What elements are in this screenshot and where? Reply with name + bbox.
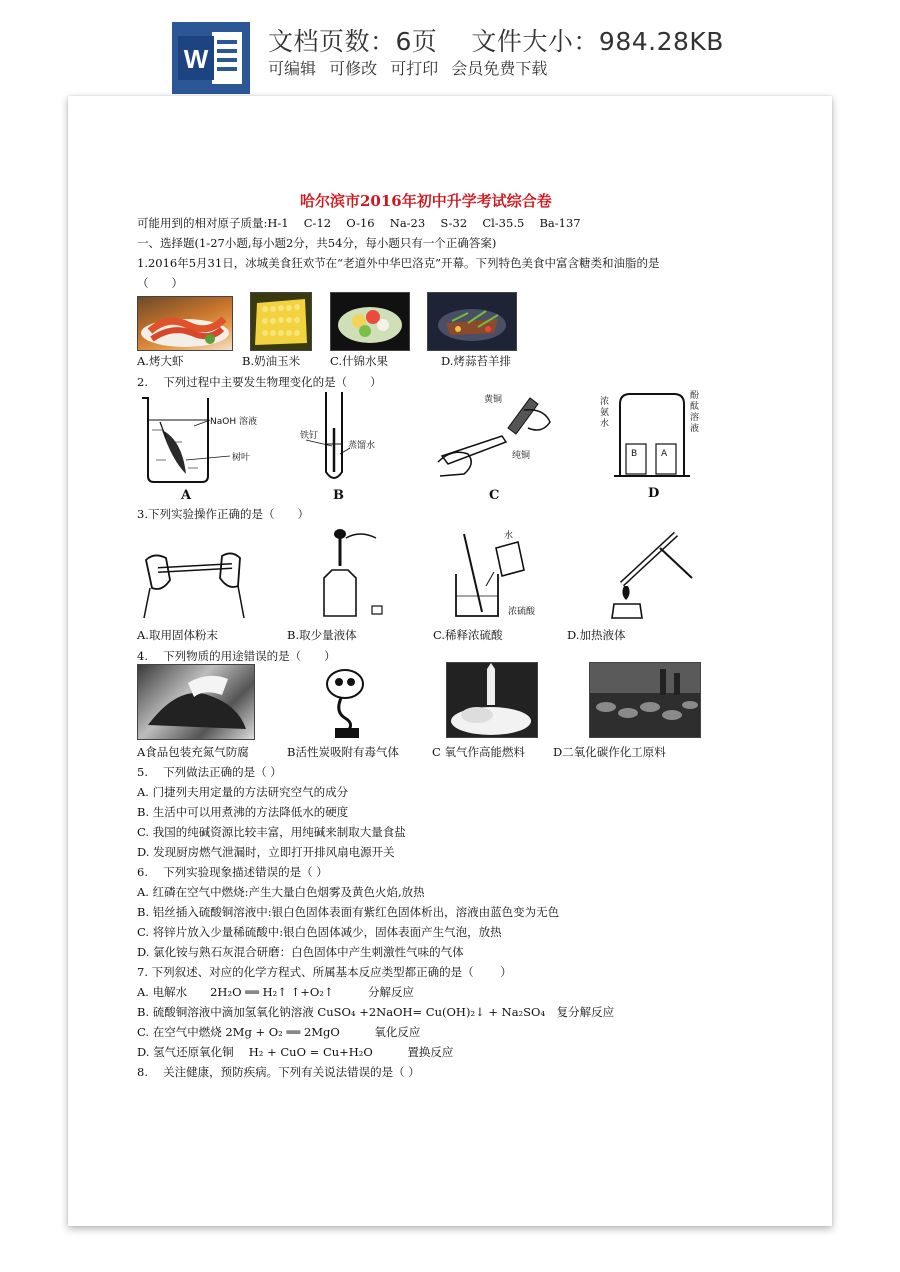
q2-figure-a-beaker <box>132 390 262 490</box>
gas-mask-image <box>305 664 375 740</box>
q5-option-b: B. 生活中可以用煮沸的方法降低水的硬度 <box>137 805 349 819</box>
svg-text:蒸馏水: 蒸馏水 <box>348 441 376 451</box>
food-packaging-image <box>137 664 255 740</box>
svg-text:浓硫酸: 浓硫酸 <box>508 607 536 617</box>
q3-figure-d-heat-liquid <box>600 526 700 622</box>
q2-stem: 2. 下列过程中主要发生物理变化的是（ ） <box>137 375 382 389</box>
q1-option-d: D.烤蒜苔羊排 <box>441 354 511 368</box>
svg-text:水: 水 <box>504 531 514 541</box>
q1-stem: 1.2016年5月31日，冰城美食狂欢节在“老道外中华巴洛克”开幕。下列特色美食中富含糖类和油脂的是 <box>137 256 660 270</box>
feature-member-download[interactable]: 会员免费下载 <box>451 59 548 78</box>
q1-option-a: A.烤大虾 <box>137 354 184 368</box>
q1-option-c: C.什锦水果 <box>330 354 389 368</box>
q3-figure-b-dropper <box>300 526 390 622</box>
q4-option-a: A食品包装充氮气防腐 <box>137 745 249 759</box>
q7-option-a: A. 电解水 2H₂O ══ H₂↑ ↑+O₂↑ 分解反应 <box>137 985 415 999</box>
q6-option-a: A. 红磷在空气中燃烧:产生大量白色烟雾及黄色火焰,放热 <box>137 885 425 899</box>
svg-text:纯铜: 纯铜 <box>512 451 531 461</box>
feature-list <box>268 56 555 79</box>
q6-option-d: D. 氯化铵与熟石灰混合研磨：白色固体中产生刺激性气味的气体 <box>137 945 464 959</box>
mixed-fruit-image <box>330 292 410 351</box>
svg-text:溶: 溶 <box>690 413 700 423</box>
file-size: 文件大小：984.28KB <box>471 27 724 56</box>
q2-letter-b: B <box>333 488 344 503</box>
q6-stem: 6. 下列实验现象描述错误的是（ ） <box>137 865 328 879</box>
feature-modifiable: 可修改 <box>329 59 378 78</box>
q7-option-c: C. 在空气中燃烧 2Mg + O₂ ══ 2MgO 氧化反应 <box>137 1025 421 1039</box>
q2-letter-c: C <box>489 488 500 503</box>
word-document-icon <box>172 22 250 94</box>
q3-option-a: A.取用固体粉末 <box>137 628 218 642</box>
q1-blank: （ ） <box>137 276 183 290</box>
svg-text:树叶: 树叶 <box>232 453 251 463</box>
svg-text:氨: 氨 <box>600 408 610 418</box>
q4-option-b: B活性炭吸附有毒气体 <box>287 745 399 759</box>
section-heading: 一、选择题(1-27小题,每小题2分，共54分，每小题只有一个正确答案) <box>137 236 497 250</box>
q7-option-d: D. 氢气还原氧化铜 H₂ + CuO = Cu+H₂O 置换反应 <box>137 1045 454 1059</box>
svg-text:B: B <box>631 449 638 459</box>
q3-option-c: C.稀释浓硫酸 <box>433 628 503 642</box>
svg-text:A: A <box>661 449 668 459</box>
download-banner <box>0 0 900 96</box>
buttered-corn-image <box>250 292 312 351</box>
svg-text:W: W <box>183 44 209 74</box>
q3-figure-c-dilute-acid <box>446 524 556 624</box>
q2-figure-b-test-tube <box>298 388 388 488</box>
svg-text:水: 水 <box>600 419 610 429</box>
q5-stem: 5. 下列做法正确的是（ ） <box>137 765 282 779</box>
chemical-plant-image <box>589 662 701 738</box>
rocket-launch-image <box>446 662 538 738</box>
q7-stem: 7. 下列叙述、对应的化学方程式、所属基本反应类型都正确的是（ ） <box>137 965 512 979</box>
q3-stem: 3.下列实验操作正确的是（ ） <box>137 507 309 521</box>
svg-text:液: 液 <box>690 424 700 434</box>
q4-option-c: C 氧气作高能燃料 <box>432 745 525 759</box>
q2-figure-d-bell-jar <box>594 388 714 484</box>
q7-option-b: B. 硫酸铜溶液中滴加氢氧化钠溶液 CuSO₄ +2NaOH= Cu(OH)₂↓ + Na₂SO₄ 复分解反应 <box>137 1005 615 1019</box>
page-count: 文档页数：6页 <box>268 27 438 56</box>
svg-text:NaOH 溶液: NaOH 溶液 <box>210 417 257 427</box>
q8-stem: 8. 关注健康，预防疾病。下列有关说法错误的是（ ） <box>137 1065 420 1079</box>
q4-option-d: D二氧化碳作化工原料 <box>553 745 666 759</box>
q5-option-a: A. 门捷列夫用定量的方法研究空气的成分 <box>137 785 349 799</box>
q5-option-d: D. 发现厨房燃气泄漏时，立即打开排风扇电源开关 <box>137 845 395 859</box>
q2-figure-c-metal-scratch <box>432 388 562 488</box>
file-info <box>268 22 724 58</box>
q2-letter-a: A <box>181 488 192 503</box>
svg-text:浓: 浓 <box>600 397 610 407</box>
q3-figure-a-powder <box>140 530 250 622</box>
q1-option-b: B.奶油玉米 <box>242 354 301 368</box>
q6-option-c: C. 将锌片放入少量稀硫酸中:银白色固体减少，固体表面产生气泡，放热 <box>137 925 502 939</box>
q3-option-d: D.加热液体 <box>567 628 626 642</box>
q4-stem: 4. 下列物质的用途错误的是（ ） <box>137 649 336 663</box>
svg-text:黄铜: 黄铜 <box>484 395 503 405</box>
atomic-masses: 可能用到的相对原子质量:H-1 C-12 O-16 Na-23 S-32 Cl-35.5 Ba-137 <box>137 216 581 230</box>
grilled-shrimp-image <box>137 296 233 351</box>
svg-text:铁钉: 铁钉 <box>300 431 319 441</box>
q6-option-b: B. 铝丝插入硫酸铜溶液中:银白色固体表面有紫红色固体析出，溶液由蓝色变为无色 <box>137 905 560 919</box>
garlic-lamb-chop-image <box>427 292 517 351</box>
svg-text:酞: 酞 <box>690 402 700 412</box>
feature-printable: 可打印 <box>390 59 439 78</box>
exam-title: 哈尔滨市2016年初中升学考试综合卷 <box>300 192 552 210</box>
feature-editable: 可编辑 <box>268 59 317 78</box>
q2-letter-d: D <box>648 486 660 501</box>
q3-option-b: B.取少量液体 <box>287 628 357 642</box>
q5-option-c: C. 我国的纯碱资源比较丰富，用纯碱来制取大量食盐 <box>137 825 406 839</box>
svg-text:酚: 酚 <box>690 391 700 401</box>
